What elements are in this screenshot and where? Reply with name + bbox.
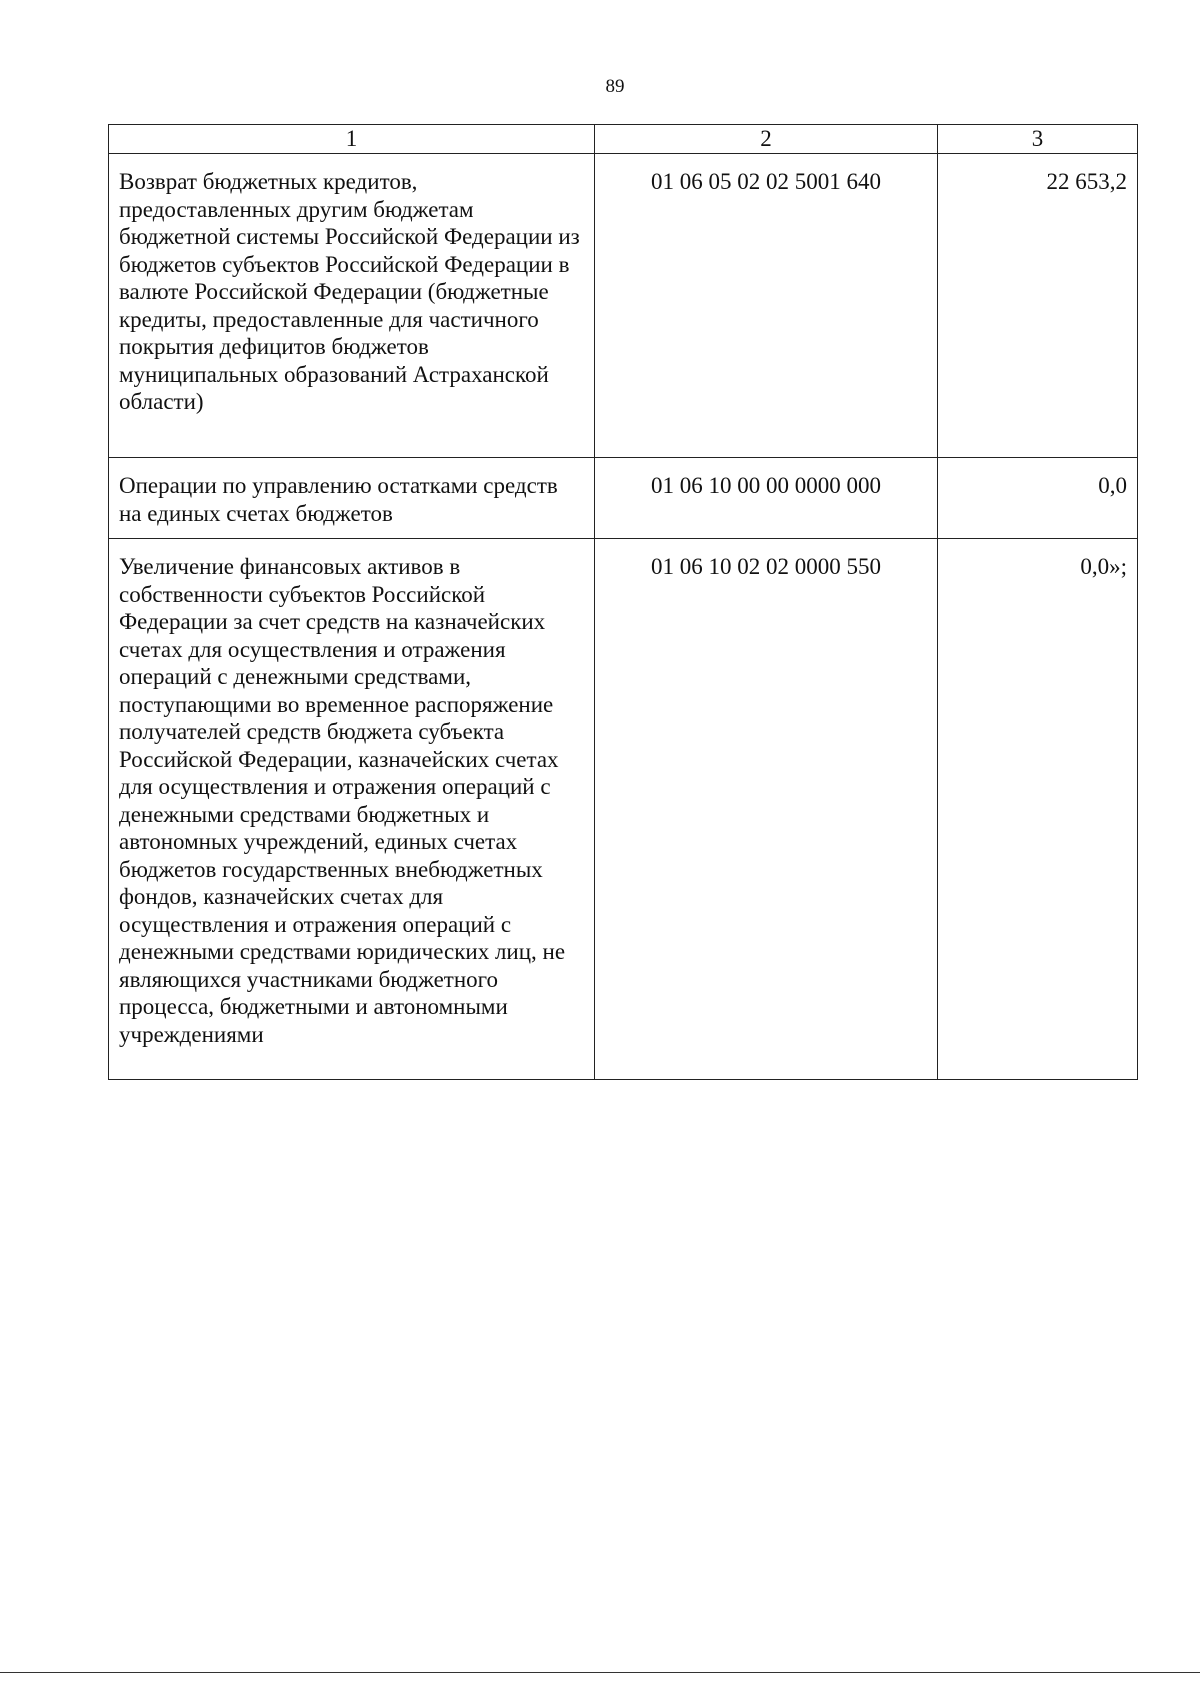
row-amount: 22 653,2	[938, 154, 1138, 458]
row-amount: 0,0	[938, 458, 1138, 539]
row-code: 01 06 10 02 02 0000 550	[595, 539, 938, 1080]
row-code: 01 06 10 00 00 0000 000	[595, 458, 938, 539]
budget-sources-table	[108, 124, 1138, 1080]
bottom-rule	[0, 1672, 1200, 1673]
column-header-3: 3	[938, 125, 1138, 154]
row-name: Операции по управлению остатками средств на единых счетах бюджетов	[109, 458, 595, 539]
row-name: Увеличение финансовых активов в собственности субъектов Российской Федерации за счет средств на казначейских счетах для осуществления и отражения операций с денежными средствами, поступающими во временное распоряжение получателей средств бюджета субъекта Российской Федерации, казначейских счетах для осуществления и отражения операций с денежными средствами бюджетных и автономных учреждений, единых счетах бюджетов государственных внебюджетных фондов, казначейских счетах для осуществления и отражения операций с денежными средствами юридических лиц, не являющихся участниками бюджетного процесса, бюджетными и автономными учреждениями	[109, 539, 595, 1080]
column-header-1: 1	[109, 125, 595, 154]
row-amount: 0,0»;	[938, 539, 1138, 1080]
page-number: 89	[605, 76, 625, 97]
table-header-row	[109, 125, 1138, 154]
column-header-2: 2	[595, 125, 938, 154]
table-row	[109, 539, 1138, 1080]
table-row	[109, 458, 1138, 539]
row-name: Возврат бюджетных кредитов, предоставленных другим бюджетам бюджетной системы Российской Федерации из бюджетов субъектов Российской Федерации в валюте Российской Федерации (бюджетные кредиты, предоставленные для частичного покрытия дефицитов бюджетов муниципальных образований Астраханской области)	[109, 154, 595, 458]
row-code: 01 06 05 02 02 5001 640	[595, 154, 938, 458]
table-row	[109, 154, 1138, 458]
